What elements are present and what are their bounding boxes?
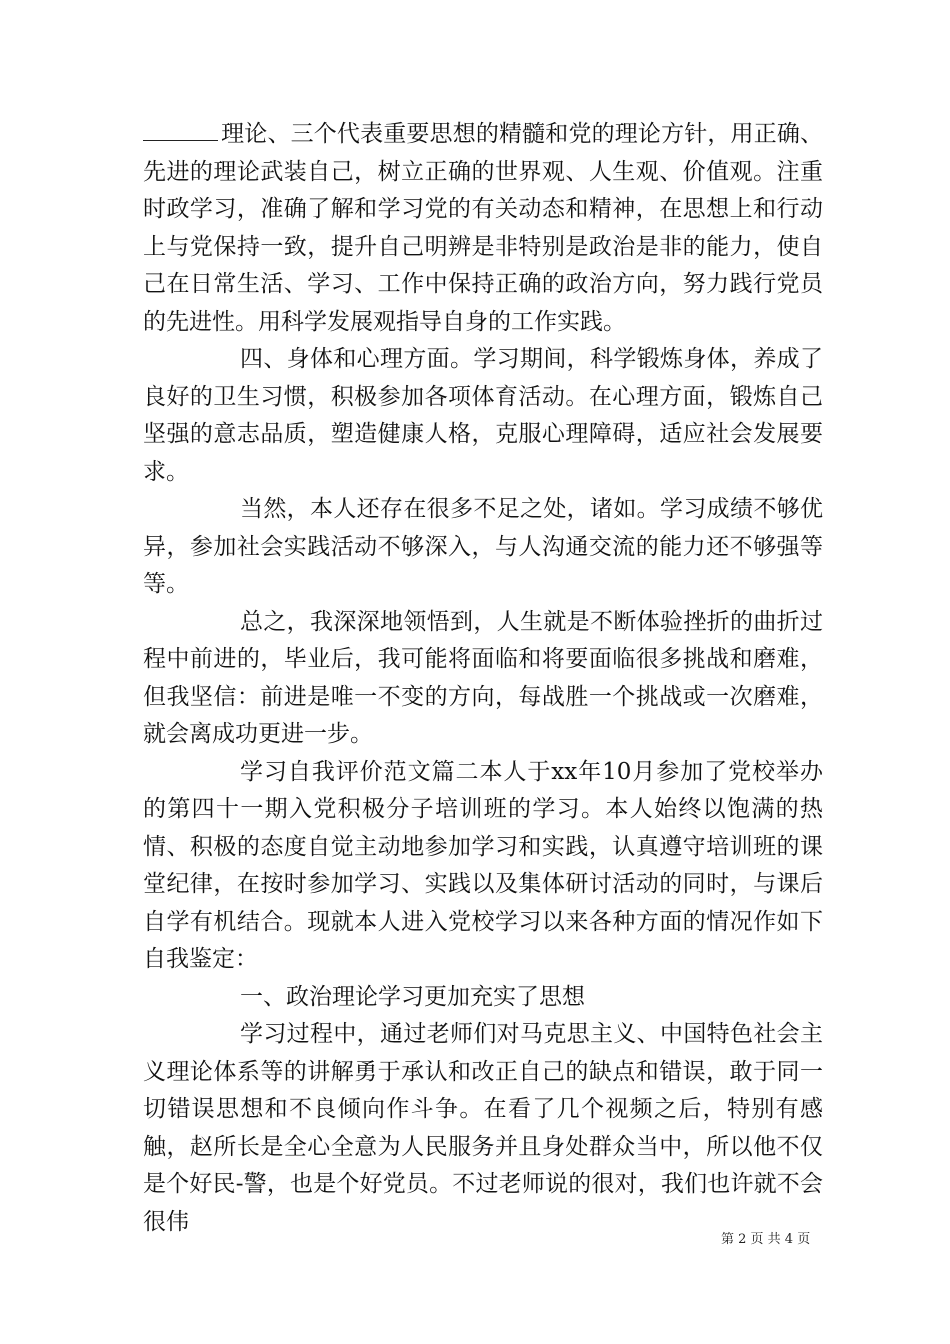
document-body: [143, 116, 823, 1241]
paragraph-7: 学习过程中，通过老师们对马克思主义、中国特色社会主义理论体系等的讲解勇于承认和改正自己的缺点和错误，敢于同一切错误思想和不良倾向作斗争。在看了几个视频之后，特别有感触，赵所长是全心全意为人民服务并且身处群众当中，所以他不仅是个好民-警，也是个好党员。不过老师说的很对，我们也许就不会很伟: [143, 1021, 823, 1235]
paragraph-4: 总之，我深深地领悟到，人生就是不断体验挫折的曲折过程中前进的，毕业后，我可能将面临和将要面临很多挑战和磨难，但我坚信：前进是唯一不变的方向，每战胜一个挑战或一次磨难，就会离成功更进一步。: [143, 608, 823, 747]
section-heading: 一、政治理论学习更加充实了思想: [240, 983, 585, 1010]
fill-in-blank: [143, 118, 218, 141]
paragraph-3: 当然，本人还存在很多不足之处，诸如。学习成绩不够优异，参加社会实践活动不够深入，与人沟通交流的能力还不够强等等。: [143, 496, 823, 597]
page-number-footer: 第 2 页 共 4 页: [721, 1232, 811, 1247]
paragraph-1: [143, 116, 823, 341]
paragraph-2: 四、身体和心理方面。学习期间，科学锻炼身体，养成了良好的卫生习惯，积极参加各项体育活动。在心理方面，锻炼自己坚强的意志品质，塑造健康人格，克服心理障碍，适应社会发展要求。: [143, 346, 823, 485]
paragraph-1-text: 理论、三个代表重要思想的精髓和党的理论方针，用正确、先进的理论武装自己，树立正确的世界观、人生观、价值观。注重时政学习，准确了解和学习党的有关动态和精神，在思想上和行动上与党保持一致，提升自己明辨是非特别是政治是非的能力，使自己在日常生活、学习、工作中保持正确的政治方向，努力践行党员的先进性。用科学发展观指导自身的工作实践。: [143, 121, 823, 335]
paragraph-5: 学习自我评价范文篇二本人于xx年10月参加了党校举办的第四十一期入党积极分子培训班的学习。本人始终以饱满的热情、积极的态度自觉主动地参加学习和实践，认真遵守培训班的课堂纪律，在按时参加学习、实践以及集体研讨活动的同时，与课后自学有机结合。现就本人进入党校学习以来各种方面的情况作如下自我鉴定：: [143, 758, 823, 972]
